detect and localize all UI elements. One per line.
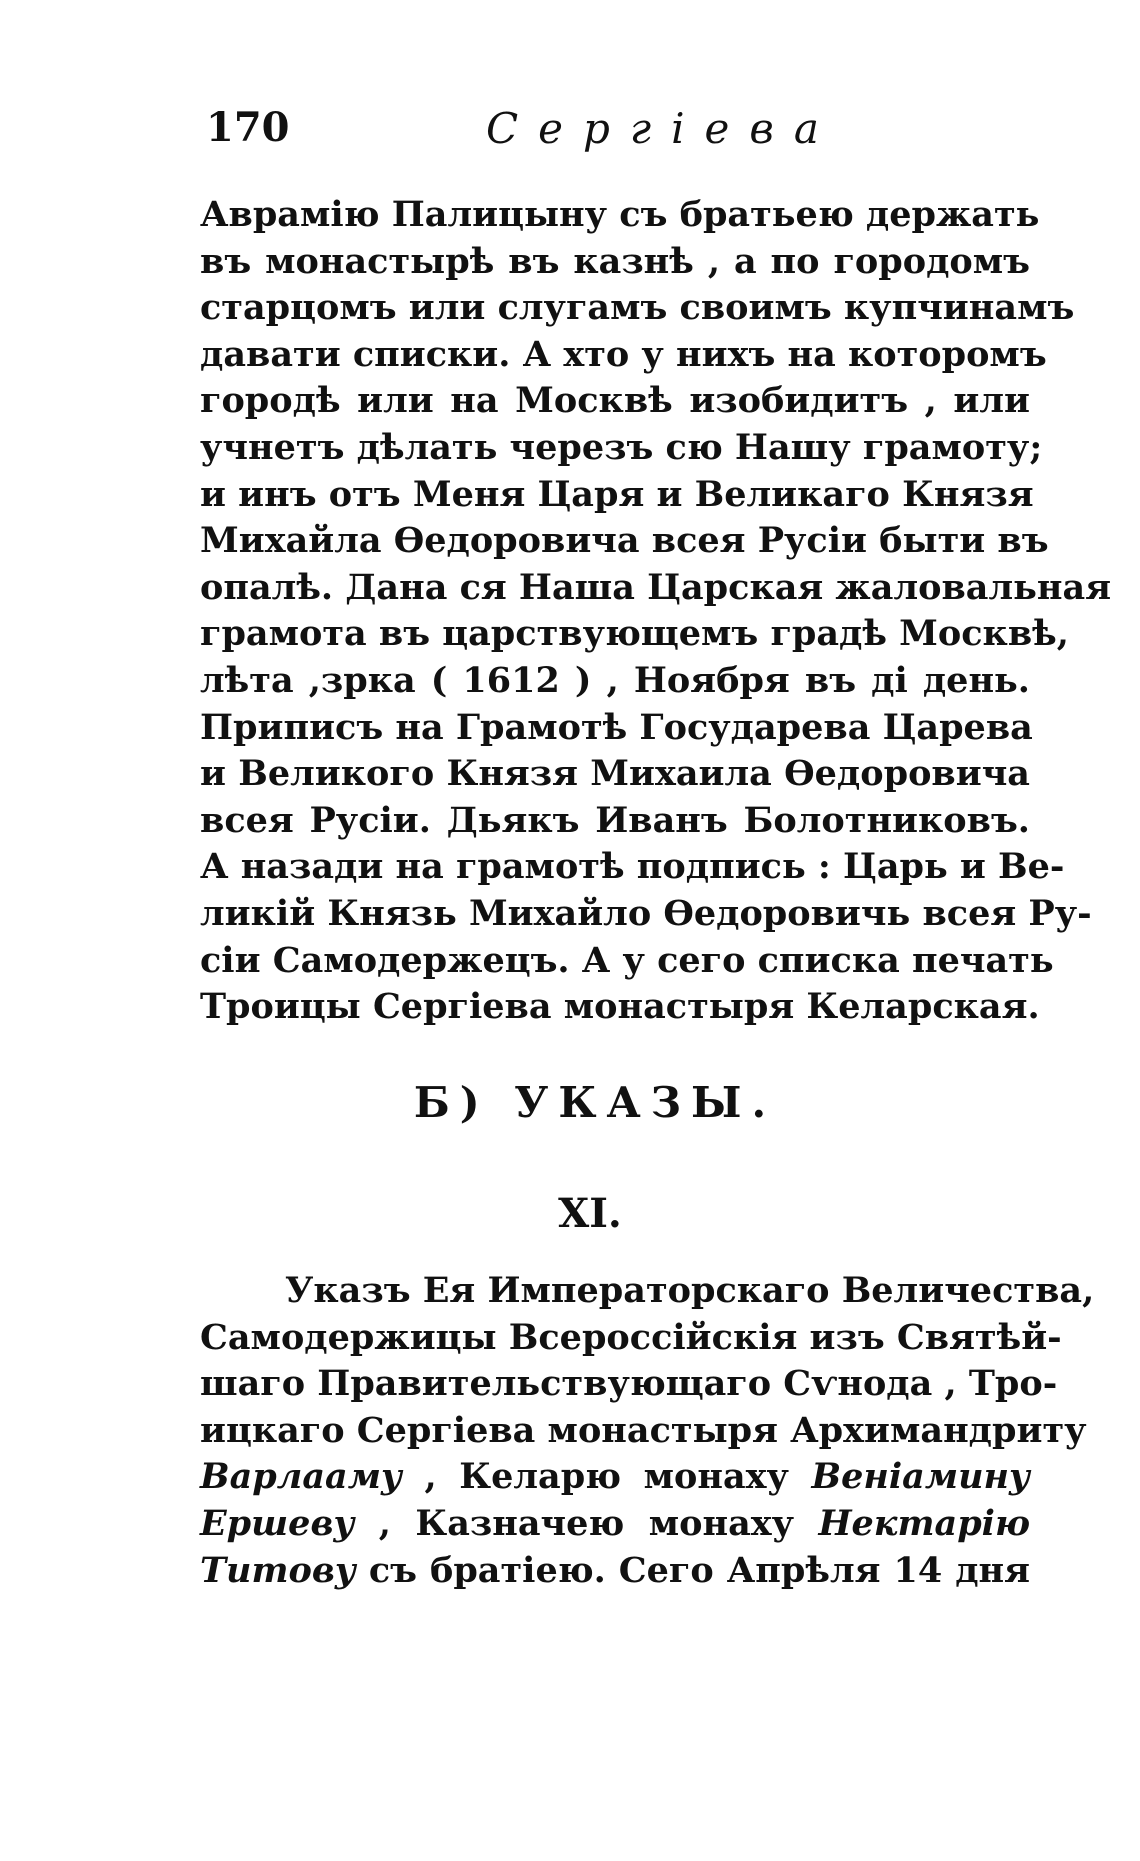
text-span: , Казначею монаху [378,1502,795,1544]
text-line: сіи Самодержецъ. А у сего списка печать [200,939,1054,981]
text-line: Михайла Ѳедоровича всея Русіи быти въ [200,520,1049,562]
text-line: Аврамію Палицыну съ братьею держать [200,194,1040,235]
text-line [200,1501,1030,1548]
text-line: А назади на грамотѣ подпись : Царь и Ве- [200,846,1065,888]
text-line [200,1548,1030,1595]
text-span: съ братіею. Сего Апрѣля 14 дня [368,1549,1030,1591]
text-span: , Келарю монаху [424,1456,789,1498]
recipient-name: Варлааму [200,1456,402,1498]
text-line: грамота въ царствующемъ градѣ Москвѣ, [200,613,1069,655]
page-number: 170 [206,104,290,151]
text-line: и Великого Князя Михаила Ѳедоровича [200,753,1030,795]
text-line: Троицы Сергіева монастыря Келарская. [200,986,1040,1028]
decree-text-block [200,1268,1095,1594]
running-title: Сергіева [486,104,839,153]
text-line: давати списки. А хто у нихъ на которомъ [200,333,1047,375]
recipient-name: Ершеву [200,1502,355,1544]
text-line: шаго Правительствующаго Сѵнода , Тро- [200,1363,1058,1405]
text-line: городѣ или на Москвѣ изобидитъ , или [200,380,1030,422]
text-line: опалѣ. Дана ся Наша Царская жаловальная [200,566,1112,608]
text-line: ликій Князь Михайло Ѳедоровичь всея Ру- [200,892,1092,934]
text-line [200,1454,1030,1501]
section-heading: Б) УКАЗЫ. [413,1078,777,1127]
text-line: учнетъ дѣлать черезъ сю Нашу грамоту; [200,426,1043,468]
text-line: Указъ Ея Императорскаго Величества, [285,1270,1095,1311]
recipient-name: Веніамину [811,1456,1030,1498]
text-line: лѣта ,зрка ( 1612 ) , Ноября въ ді день. [200,659,1030,701]
document-number-heading: XI. [558,1190,622,1237]
recipient-name: Титову [200,1549,356,1591]
text-line: всея Русіи. Дьякъ Иванъ Болотниковъ. [200,799,1030,841]
text-line: старцомъ или слугамъ своимъ купчинамъ [200,287,1075,329]
text-line: и инъ отъ Меня Царя и Великаго Князя [200,473,1034,515]
text-line: въ монастырѣ въ казнѣ , а по городомъ [200,240,1030,282]
text-line: Самодержицы Всероссійскія изъ Святѣй- [200,1316,1062,1358]
recipient-name: Нектарію [818,1502,1031,1544]
text-line: ицкаго Сергіева монастыря Архимандриту [200,1409,1087,1451]
charter-text-block [200,192,1112,1031]
text-line: Приписъ на Грамотѣ Государева Царева [200,706,1033,748]
running-head [196,104,1036,164]
